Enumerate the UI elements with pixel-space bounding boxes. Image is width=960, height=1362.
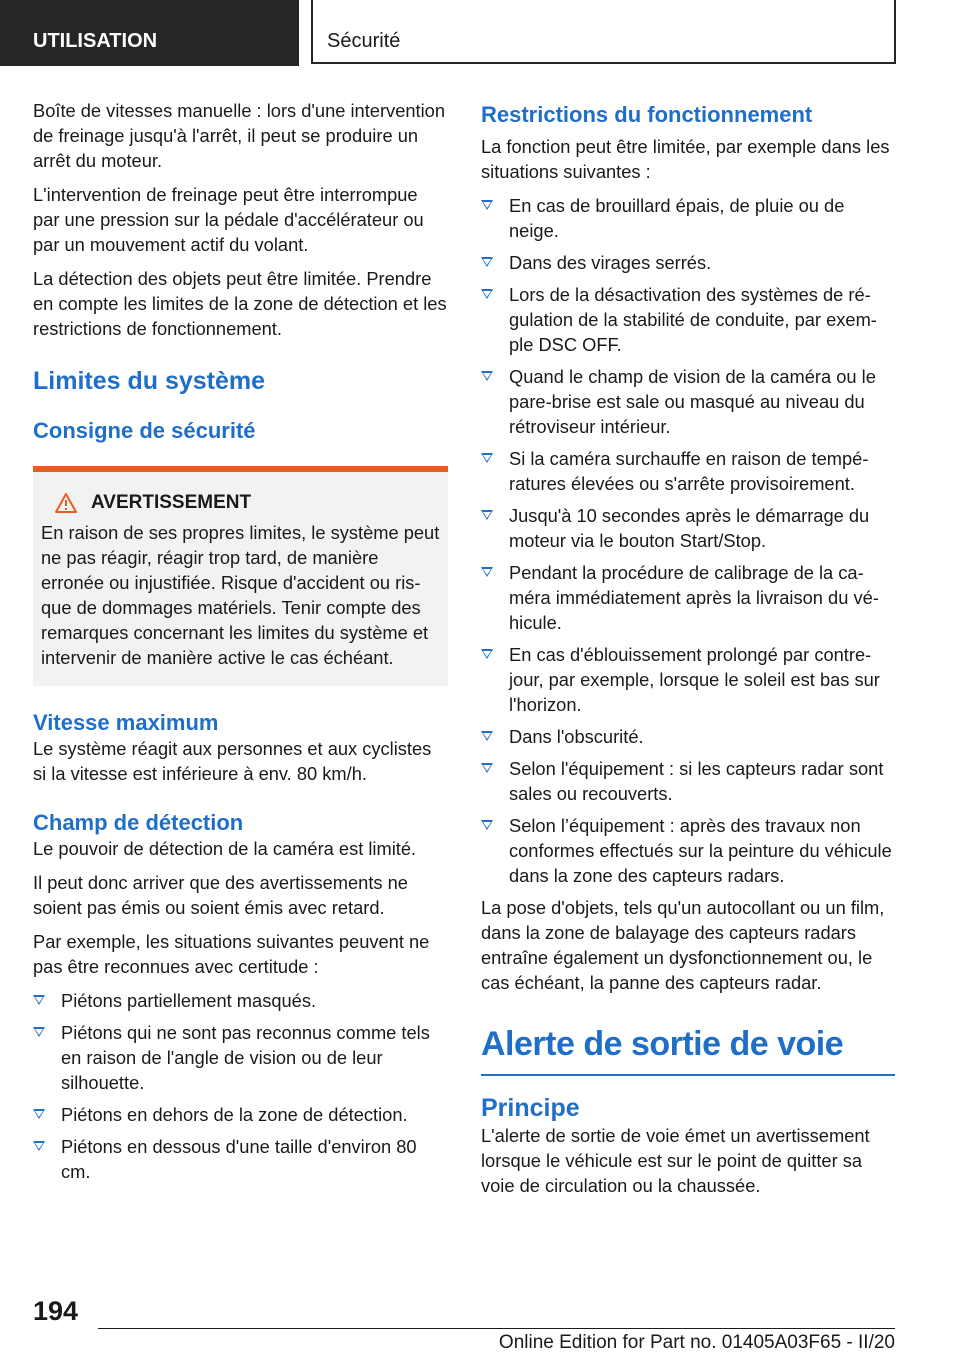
list-item: En cas de brouillard épais, de pluie ou de neige. — [481, 193, 895, 243]
bullet-triangle-icon — [33, 1027, 45, 1037]
list-item: Piétons en dehors de la zone de détection. — [33, 1102, 448, 1127]
warning-title — [41, 492, 440, 514]
list-item: Quand le champ de vision de la caméra ou le pare-brise est sale ou masqué au niveau du rétroviseur intérieur. — [481, 364, 895, 439]
bullet-triangle-icon — [33, 995, 45, 1005]
principle-heading: Principe — [481, 1094, 580, 1122]
bullet-triangle-icon — [481, 200, 493, 210]
list-item: Piétons qui ne sont pas reconnus comme tels en raison de l'angle de vision ou de leur silhouette. — [33, 1020, 448, 1095]
warning-triangle-icon — [55, 493, 77, 513]
field-paragraph: Le pouvoir de détection de la caméra est limité. — [33, 838, 417, 859]
list-item: Piétons partiellement masqués. — [33, 988, 448, 1013]
list-item: Pendant la procédure de calibrage de la caméra immédiatement après la livraison du véhicule. — [481, 560, 895, 635]
right-column — [481, 98, 895, 1207]
field-paragraph: Par exemple, les situations suivantes peuvent ne pas être reconnues avec certitude : — [33, 931, 430, 977]
bullet-triangle-icon — [33, 1141, 45, 1151]
field-list — [33, 988, 448, 1184]
warning-title-text: AVERTISSEMENT — [91, 492, 252, 513]
speed-paragraph: Le système réagit aux personnes et aux cyclistes si la vitesse est inférieure à env. 80 km/h. — [33, 738, 432, 784]
list-item: Selon l’équipement : après des travaux non conformes effectués sur la peinture du véhicule dans la zone des capteurs radars. — [481, 813, 895, 888]
edition-text: Online Edition for Part no. 01405A03F65 - II/20 — [498, 1332, 895, 1353]
list-item: Si la caméra surchauffe en raison de températures élevées ou s'arrête provisoirement. — [481, 446, 895, 496]
left-column — [33, 98, 448, 1191]
bullet-triangle-icon — [481, 649, 493, 659]
footer-rule — [98, 1328, 895, 1329]
principle-paragraph: L'alerte de sortie de voie émet un avertissement lorsque le véhicule est sur le point de quitter sa voie de circulation ou la chaussée. — [481, 1125, 870, 1196]
heading-rule — [481, 1074, 895, 1076]
bullet-triangle-icon — [481, 510, 493, 520]
intro-paragraph: Boîte de vitesses manuelle : lors d'une intervention de freinage jusqu'à l'arrêt, il peut se produire un arrêt du moteur. — [33, 100, 446, 171]
page-number: 194 — [33, 1296, 79, 1326]
field-heading: Champ de détection — [33, 810, 244, 835]
list-item: Jusqu'à 10 secondes après le démarrage du moteur via le bouton Start/Stop. — [481, 503, 895, 553]
speed-heading: Vitesse maximum — [33, 710, 219, 735]
chapter-label: Sécurité — [311, 0, 896, 64]
bullet-triangle-icon — [481, 731, 493, 741]
bullet-triangle-icon — [481, 289, 493, 299]
section-label: UTILISATION — [0, 0, 299, 66]
field-paragraph: Il peut donc arriver que des avertissements ne soient pas émis ou soient émis avec retard. — [33, 872, 408, 918]
bullet-triangle-icon — [481, 763, 493, 773]
list-item: Piétons en dessous d'une taille d'environ 80 cm. — [33, 1134, 448, 1184]
restrictions-outro: La pose d'objets, tels qu'un autocollant ou un film, dans la zone de balayage des capteurs radars entraîne également un dysfonctionnement ou, le cas échéant, la panne des capteurs radar. — [481, 897, 885, 993]
bullet-triangle-icon — [33, 1109, 45, 1119]
list-item: Dans des virages serrés. — [481, 250, 895, 275]
intro-paragraph: La détection des objets peut être limitée. Prendre en compte les limites de la zone de détection et les restrictions de fonctionnement. — [33, 268, 447, 339]
bullet-triangle-icon — [481, 567, 493, 577]
safety-heading: Consigne de sécurité — [33, 418, 256, 443]
warning-box — [33, 466, 448, 686]
page-header — [0, 0, 960, 66]
list-item: Selon l'équipement : si les capteurs radar sont sales ou recouverts. — [481, 756, 895, 806]
restrictions-heading: Restrictions du fonctionnement — [481, 102, 813, 127]
list-item: Lors de la désactivation des systèmes de régulation de la stabilité de conduite, par exemple DSC OFF. — [481, 282, 895, 357]
bullet-triangle-icon — [481, 371, 493, 381]
list-item: Dans l'obscurité. — [481, 724, 895, 749]
bullet-triangle-icon — [481, 453, 493, 463]
bullet-triangle-icon — [481, 257, 493, 267]
restrictions-intro: La fonction peut être limitée, par exemple dans les situations suivantes : — [481, 136, 890, 182]
lane-departure-heading: Alerte de sortie de voie — [481, 1025, 844, 1063]
limits-heading: Limites du système — [33, 367, 266, 395]
warning-text: En raison de ses propres limites, le système peut ne pas réagir, réagir trop tard, de manière erronée ou injustifiée. Risque d'accident ou risque de dommages matériels. Tenir compte des remarques concernant les limites du système et intervenir de manière active le cas échéant. — [41, 522, 440, 668]
intro-paragraph: L'intervention de freinage peut être interrompue par une pression sur la pédale d'accélérateur ou par un mouvement actif du volant. — [33, 184, 424, 255]
bullet-triangle-icon — [481, 820, 493, 830]
restrictions-list — [481, 193, 895, 888]
list-item: En cas d'éblouissement prolongé par contre-jour, par exemple, lorsque le soleil est bas sur l'horizon. — [481, 642, 895, 717]
